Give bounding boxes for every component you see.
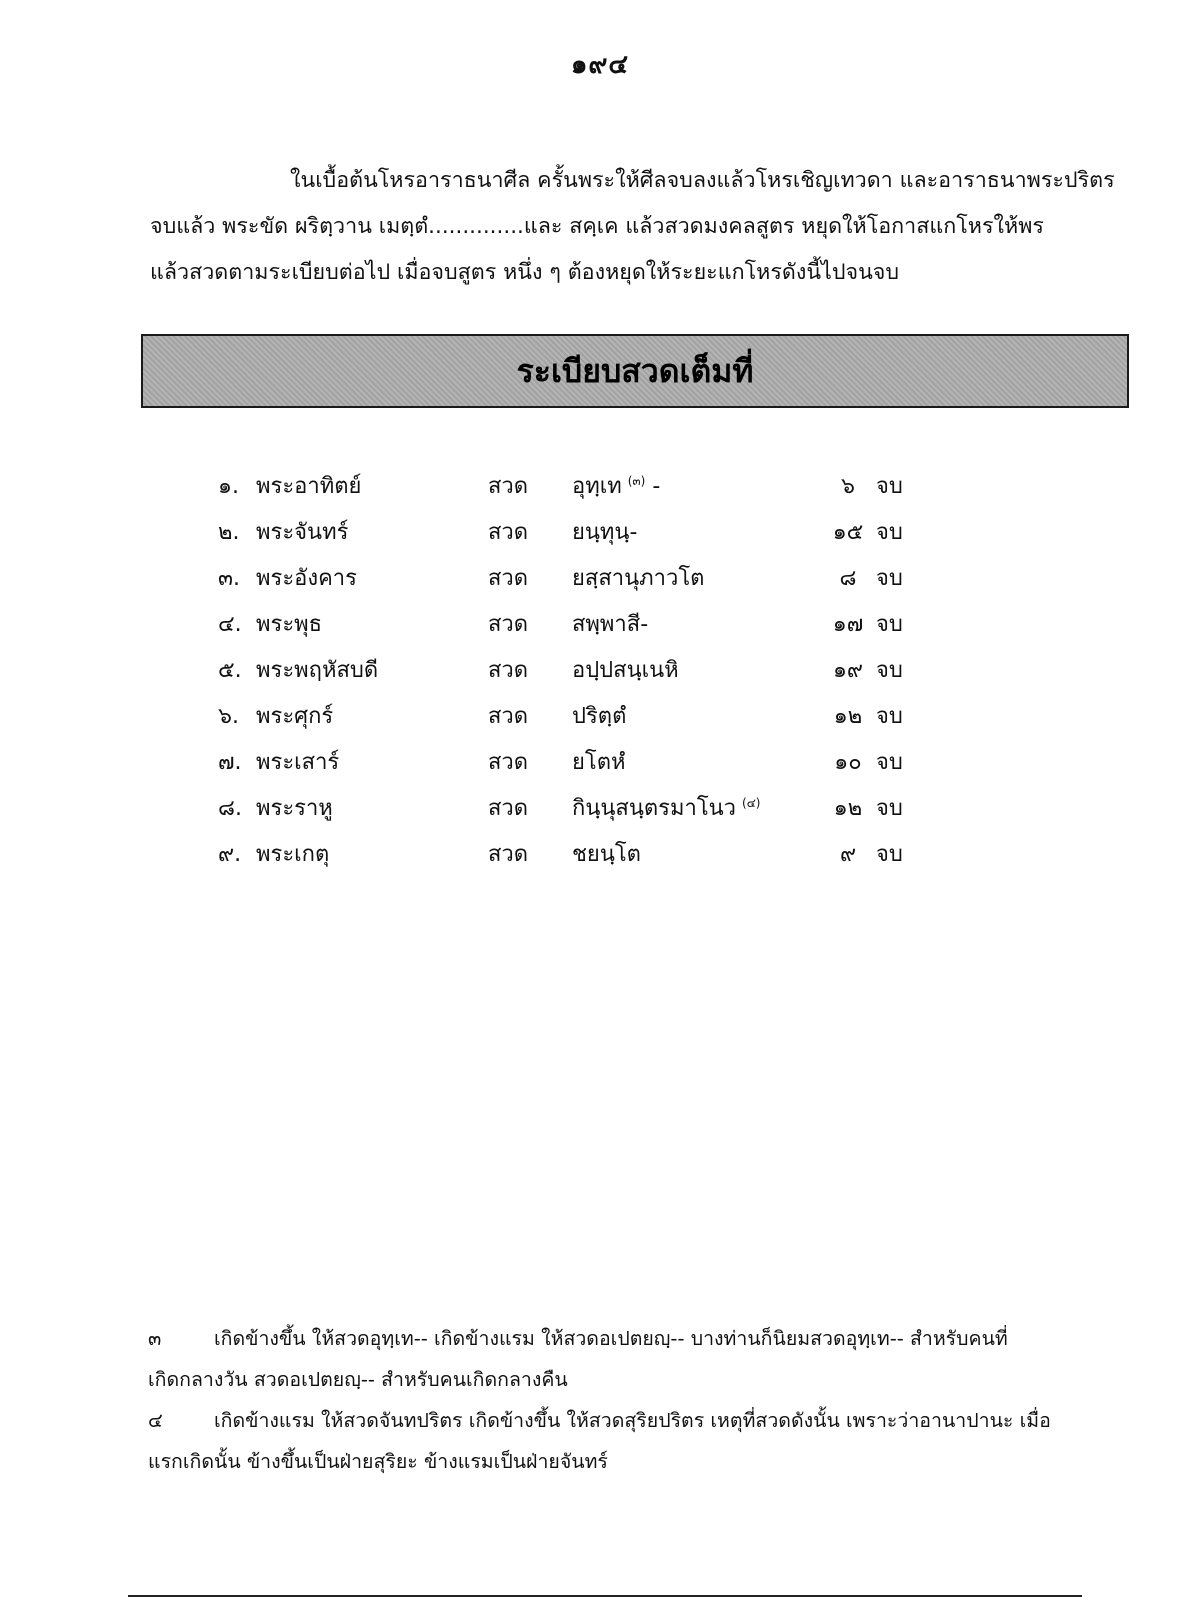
chant-count: ๘ <box>839 566 857 591</box>
chant-text-main: ปริตฺตํ <box>572 704 627 729</box>
chant-count: ๑๕ <box>832 520 864 545</box>
chant-unit: จบ <box>876 704 903 729</box>
chant-text <box>572 744 626 779</box>
chant-number: ๕. <box>218 658 242 683</box>
chant-text-suffix: - <box>645 474 661 499</box>
chant-count: ๑๐ <box>834 750 862 775</box>
chant-count: ๑๒ <box>833 796 863 821</box>
chant-row <box>0 836 1200 882</box>
chant-row <box>0 560 1200 606</box>
planet-name: พระราหู <box>256 796 333 821</box>
planet-name: พระเกตุ <box>256 842 330 867</box>
planet-name: พระอาทิตย์ <box>256 474 362 499</box>
chant-unit: จบ <box>876 612 903 637</box>
chant-text <box>572 698 626 733</box>
chant-unit: จบ <box>876 750 903 775</box>
planet-name: พระพฤหัสบดี <box>256 658 379 683</box>
chant-unit: จบ <box>876 566 903 591</box>
footnote-line: เกิดกลางวัน สวดอเปตยญฺ-- สำหรับคนเกิดกลางคืน <box>148 1368 568 1391</box>
planet-name: พระอังคาร <box>256 566 357 591</box>
chant-text <box>572 468 660 503</box>
chant-row <box>0 744 1200 790</box>
chant-text <box>572 560 704 595</box>
chant-number: ๗. <box>218 750 242 775</box>
footnotes <box>148 1318 1110 1482</box>
chant-text <box>572 790 761 825</box>
chant-verb: สวด <box>488 796 529 821</box>
chant-row <box>0 468 1200 514</box>
chant-text <box>572 514 637 549</box>
chant-verb: สวด <box>488 612 529 637</box>
chant-number: ๑. <box>218 474 239 499</box>
chant-unit: จบ <box>876 796 903 821</box>
chant-row <box>0 652 1200 698</box>
intro-line: ในเบื้อต้นโหรอาราธนาศีล ครั้นพระให้ศีลจบลงแล้วโหรเชิญเทวดา และอาราธนาพระปริตร <box>290 168 1115 193</box>
chant-verb: สวด <box>488 704 529 729</box>
chant-row <box>0 606 1200 652</box>
planet-name: พระจันทร์ <box>256 520 349 545</box>
chant-text-main: อุทฺเท <box>572 474 622 499</box>
intro-line: จบแล้ว พระขัด ผริตฺวาน เมตฺตํ..............และ สคฺเค แล้วสวดมงคลสูตร หยุดให้โอกาสแกโหรให้พร <box>150 214 1044 239</box>
footnote-text: เกิดข้างขึ้น ให้สวดอุทฺเท-- เกิดข้างแรม ให้สวดอเปตยญฺ-- บางท่านก็นิยมสวดอุทฺเท-- สำหรับคนที่ <box>214 1327 1008 1350</box>
chant-verb: สวด <box>488 842 529 867</box>
chant-text <box>572 606 648 641</box>
chant-text-main: ยโตหํ <box>572 750 626 775</box>
chant-row <box>0 514 1200 560</box>
footnote-line <box>148 1318 1110 1359</box>
chant-text <box>572 836 641 871</box>
footnote-mark: ๔ <box>148 1409 163 1432</box>
planet-name: พระเสาร์ <box>256 750 340 775</box>
chant-number: ๘. <box>218 796 242 821</box>
chant-verb: สวด <box>488 566 529 591</box>
chant-count: ๙ <box>839 842 857 867</box>
chant-number: ๔. <box>218 612 242 637</box>
footnote-divider <box>128 1595 1082 1597</box>
chant-text-main: ยสฺสานุภาวโต <box>572 566 705 591</box>
chant-unit: จบ <box>876 842 903 867</box>
chant-number: ๙. <box>218 842 242 867</box>
chant-text <box>572 652 679 687</box>
chant-count: ๑๗ <box>832 612 864 637</box>
chant-verb: สวด <box>488 520 529 545</box>
footnote-ref: (๓) <box>627 473 646 488</box>
footnote-line <box>148 1400 1110 1441</box>
footnote-text: เกิดข้างแรม ให้สวดจันทปริตร เกิดข้างขึ้น ให้สวดสุริยปริตร เหตุที่สวดดังนั้น เพราะว่าอานาปานะ เมื่อ <box>214 1409 1051 1432</box>
chant-text-main: สพฺพาสี- <box>572 612 649 637</box>
chant-unit: จบ <box>876 520 903 545</box>
planet-name: พระพุธ <box>256 612 323 637</box>
chant-count: ๑๙ <box>832 658 864 683</box>
chant-unit: จบ <box>876 474 903 499</box>
section-title-box <box>141 334 1129 408</box>
chant-number: ๖. <box>218 704 239 729</box>
page-number: ๑๙๔ <box>570 50 630 80</box>
chant-unit: จบ <box>876 658 903 683</box>
chant-verb: สวด <box>488 658 529 683</box>
chant-count: ๖ <box>841 474 855 499</box>
chant-verb: สวด <box>488 750 529 775</box>
intro-line: แล้วสวดตามระเบียบต่อไป เมื่อจบสูตร หนึ่ง ๆ ต้องหยุดให้ระยะแกโหรดังนี้ไปจนจบ <box>150 260 900 285</box>
planet-name: พระศุกร์ <box>256 704 334 729</box>
chant-number: ๒. <box>218 520 240 545</box>
chant-text-main: ชยนฺโต <box>572 842 641 867</box>
chant-list <box>0 468 1200 882</box>
chant-text-main: กินฺนุสนฺตรมาโนว <box>572 796 737 821</box>
intro-paragraph <box>150 158 1122 296</box>
chant-count: ๑๒ <box>833 704 863 729</box>
footnote-line: แรกเกิดนั้น ข้างขึ้นเป็นฝ่ายสุริยะ ข้างแรมเป็นฝ่ายจันทร์ <box>148 1450 608 1473</box>
chant-text-main: ยนฺทุนฺ- <box>572 520 638 545</box>
section-title: ระเบียบสวดเต็มที่ <box>516 351 754 390</box>
chant-row <box>0 698 1200 744</box>
chant-verb: สวด <box>488 474 529 499</box>
chant-row <box>0 790 1200 836</box>
footnote-mark: ๓ <box>148 1327 162 1350</box>
chant-number: ๓. <box>218 566 241 591</box>
chant-text-main: อปฺปสนฺเนหิ <box>572 658 679 683</box>
footnote-ref: (๔) <box>742 795 761 810</box>
